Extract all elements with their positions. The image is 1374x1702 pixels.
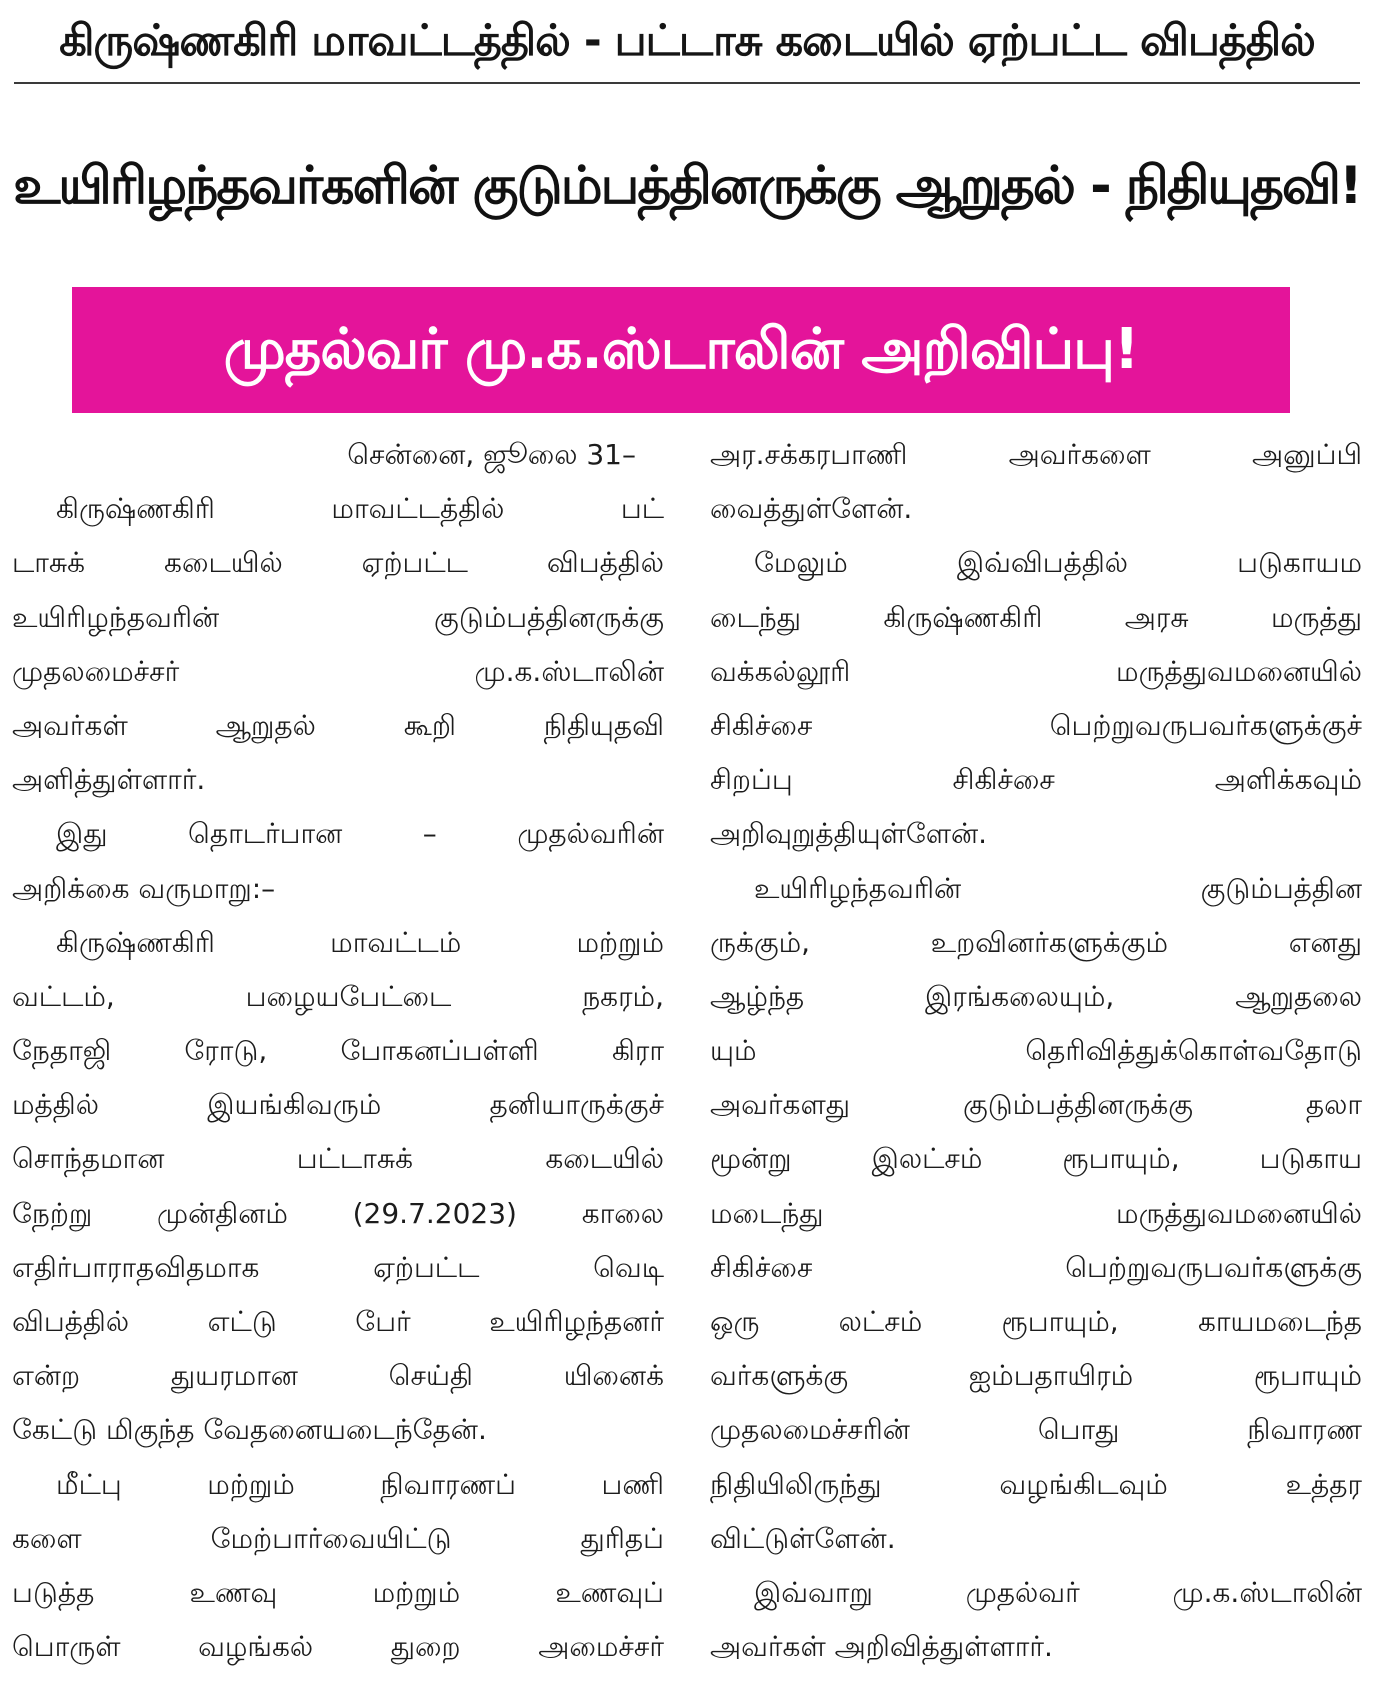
body-line: வக்கல்லூரி மருத்துவமனையில் [710, 654, 1362, 688]
body-line: உயிரிழந்தவரின் குடும்பத்தின [754, 871, 1362, 905]
article-kicker: கிருஷ்ணகிரி மாவட்டத்தில் - பட்டாசு கடையில் ஏற்பட்ட விபத்தில் [59, 16, 1315, 66]
body-line: யும் தெரிவித்துக்கொள்வதோடு [710, 1034, 1362, 1068]
body-line: படுத்த உணவு மற்றும் உணவுப் [12, 1575, 664, 1609]
body-line: அவர்களது குடும்பத்தினருக்கு தலா [710, 1088, 1362, 1122]
body-line: சொந்தமான பட்டாசுக் கடையில் [12, 1142, 664, 1176]
body-line: மூன்று இலட்சம் ரூபாயும், படுகாய [710, 1142, 1362, 1176]
body-line: ருக்கும், உறவினர்களுக்கும் எனது [710, 925, 1362, 959]
body-line: நிதியிலிருந்து வழங்கிடவும் உத்தர [710, 1467, 1362, 1501]
body-line: களை மேற்பார்வையிட்டு துரிதப் [12, 1521, 664, 1555]
body-line: அறிவுறுத்தியுள்ளேன். [710, 817, 988, 851]
article-column-left [12, 428, 664, 1674]
body-line: வைத்துள்ளேன். [710, 492, 913, 526]
body-line: எதிர்பாராதவிதமாக ஏற்பட்ட வெடி [12, 1250, 664, 1284]
body-line: மத்தில் இயங்கிவரும் தனியாருக்குச் [12, 1088, 664, 1122]
article-column-right [710, 428, 1362, 1674]
body-line: வர்களுக்கு ஐம்பதாயிரம் ரூபாயும் [710, 1359, 1362, 1393]
body-line: கிருஷ்ணகிரி மாவட்டத்தில் பட் [56, 492, 664, 526]
banner-text: முதல்வர் மு.க.ஸ்டாலின் அறிவிப்பு! [223, 317, 1139, 382]
body-line: என்ற துயரமான செய்தி யினைக் [12, 1359, 664, 1393]
body-line: பொருள் வழங்கல் துறை அமைச்சர் [12, 1630, 664, 1664]
body-line: உயிரிழந்தவரின் குடும்பத்தினருக்கு [12, 600, 664, 634]
body-line: மடைந்து மருத்துவமனையில் [710, 1196, 1362, 1230]
body-line: சிகிச்சை பெற்றுவருபவர்களுக்கு [710, 1250, 1362, 1284]
body-line: சிகிச்சை பெற்றுவருபவர்களுக்குச் [710, 708, 1362, 742]
announcement-banner [72, 287, 1290, 413]
article-headline: உயிரிழந்தவர்களின் குடும்பத்தினருக்கு ஆறுதல் - நிதியுதவி! [13, 156, 1361, 216]
body-line: விட்டுள்ளேன். [710, 1521, 896, 1555]
body-line: நேற்று முன்தினம் (29.7.2023) காலை [12, 1196, 664, 1230]
body-line: வட்டம், பழையபேட்டை நகரம், [12, 979, 664, 1013]
body-line: முதலமைச்சர் மு.க.ஸ்டாலின் [12, 654, 664, 688]
body-line: டைந்து கிருஷ்ணகிரி அரசு மருத்து [710, 600, 1362, 634]
body-line: மேலும் இவ்விபத்தில் படுகாயம [754, 546, 1362, 580]
body-line: முதலமைச்சரின் பொது நிவாரண [710, 1413, 1362, 1447]
body-line: இவ்வாறு முதல்வர் மு.க.ஸ்டாலின் [754, 1575, 1362, 1609]
body-line: அளித்துள்ளார். [12, 763, 206, 797]
body-line: ஆழ்ந்த இரங்கலையும், ஆறுதலை [710, 979, 1362, 1013]
body-line: டாசுக் கடையில் ஏற்பட்ட விபத்தில் [12, 546, 664, 580]
body-line: ஒரு லட்சம் ரூபாயும், காயமடைந்த [710, 1305, 1362, 1338]
body-line: அர.சக்கரபாணி அவர்களை அனுப்பி [710, 438, 1362, 471]
body-line: அவர்கள் ஆறுதல் கூறி நிதியுதவி [12, 708, 664, 742]
body-line: அறிக்கை வருமாறு:– [12, 871, 276, 905]
body-line: விபத்தில் எட்டு பேர் உயிரிழந்தனர் [12, 1305, 664, 1338]
body-line: நேதாஜி ரோடு, போகனப்பள்ளி கிரா [12, 1034, 664, 1068]
body-line: இது தொடர்பான – முதல்வரின் [56, 817, 664, 851]
kicker-divider [14, 82, 1360, 84]
body-line: அவர்கள் அறிவித்துள்ளார். [710, 1630, 1053, 1664]
body-line: கிருஷ்ணகிரி மாவட்டம் மற்றும் [56, 925, 664, 959]
body-line: சிறப்பு சிகிச்சை அளிக்கவும் [710, 763, 1362, 797]
body-line: கேட்டு மிகுந்த வேதனையடைந்தேன். [12, 1413, 487, 1447]
body-line: மீட்பு மற்றும் நிவாரணப் பணி [56, 1467, 664, 1501]
dateline: சென்னை, ஜூலை 31– [347, 438, 636, 471]
